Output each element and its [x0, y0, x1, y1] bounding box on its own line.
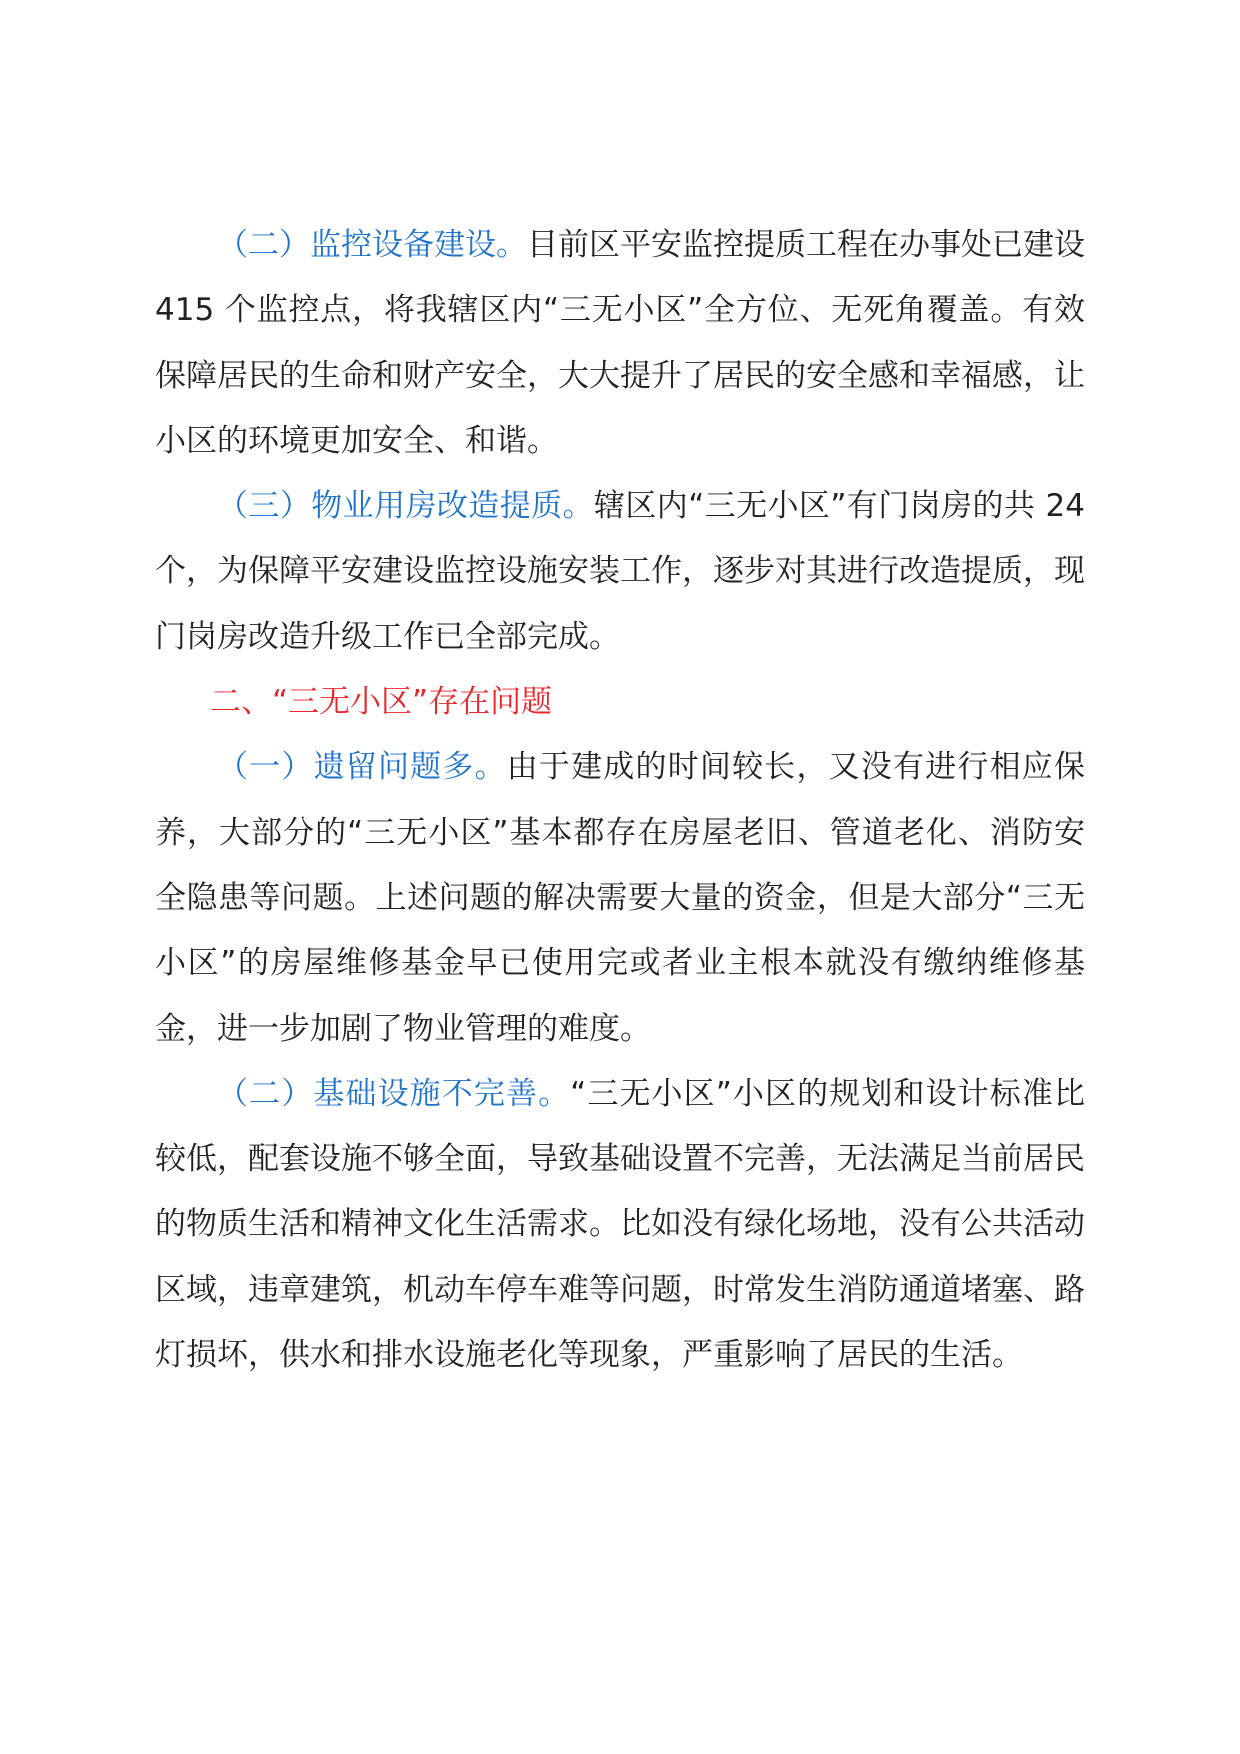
paragraph-body: 由于建成的时间较长，又没有进行相应保养，大部分的“三无小区”基本都存在房屋老旧、管道老化、消防安全隐患等问题。上述问题的解决需要大量的资金，但是大部分“三无小区”的房屋维修基金早已使用完或者业主根本就没有缴纳维修基金，进一步加剧了物业管理的难度。 — [155, 749, 1086, 1047]
paragraph-body: “三无小区”小区的规划和设计标准比较低，配套设施不够全面，导致基础设置不完善，无法满足当前居民的物质生活和精神文化生活需求。比如没有绿化场地，没有公共活动区域，违章建筑，机动车停车难等问题，时常发生消防通道堵塞、路灯损坏，供水和排水设施老化等现象，严重影响了居民的生活。 — [155, 1075, 1085, 1374]
subheading-property-room-upgrade: （三）物业用房改造提质。 — [217, 488, 594, 525]
paragraph-body: 辖区内“三无小区”有门岗房的共 24 个，为保障平安建设监控设施安装工作，逐步对其进行改造提质，现门岗房改造升级工作已全部完成。 — [155, 488, 1086, 655]
paragraph-legacy-problems — [155, 735, 1085, 1061]
paragraph-monitoring-equipment — [155, 213, 1085, 474]
document-page — [155, 213, 1085, 1388]
paragraph-body: 目前区平安监控提质工程在办事处已建设 415 个监控点，将我辖区内“三无小区”全方位、无死角覆盖。有效保障居民的生命和财产安全，大大提升了居民的安全感和幸福感，让小区的环境更加安全、和谐。 — [155, 227, 1085, 459]
section-heading-problems: 二、“三无小区”存在问题 — [210, 684, 553, 721]
subheading-monitoring-equipment: （二）监控设备建设。 — [217, 227, 527, 263]
paragraph-infrastructure — [155, 1062, 1085, 1388]
subheading-legacy-problems: （一）遗留问题多。 — [217, 749, 507, 786]
paragraph-property-room-upgrade — [155, 474, 1085, 670]
subheading-infrastructure: （二）基础设施不完善。 — [217, 1075, 571, 1112]
